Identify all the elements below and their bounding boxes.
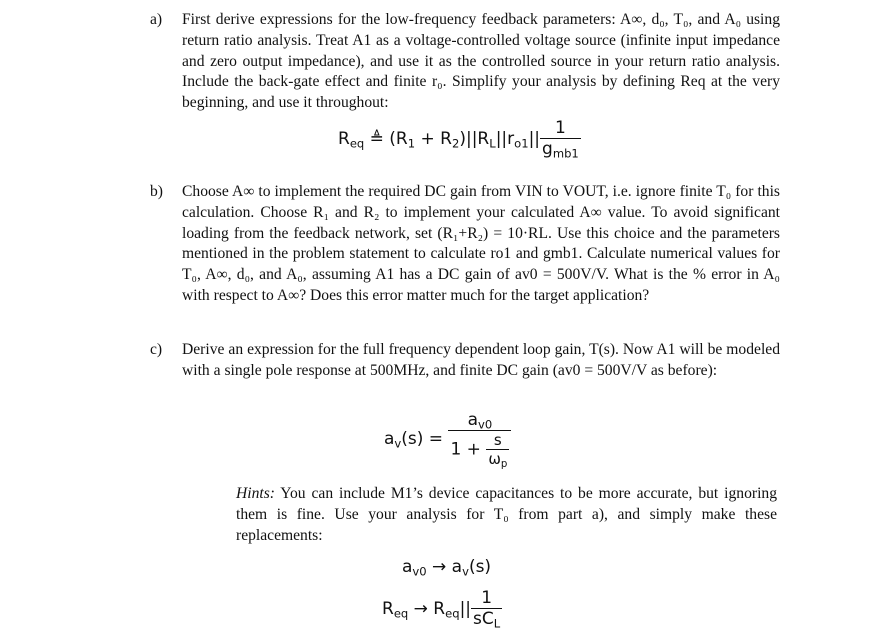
- part-b: [150, 182, 780, 330]
- part-c-text: Derive an expression for the full frequency dependent loop gain, T(s). Now A1 will be modeled with a single pole response at 500MHz, and finite DC gain (av0 = 500V/V as before):: [182, 341, 780, 379]
- eq-req-den-g: g: [542, 139, 553, 159]
- eq-req-plus: + R: [415, 128, 452, 149]
- eq-av-lhs: a: [384, 429, 395, 449]
- hints-label: Hints:: [236, 485, 275, 502]
- av-single-pole-equation: [384, 410, 511, 471]
- eq-req-num: 1: [554, 118, 566, 138]
- eq-req-r2-sub: 2: [451, 135, 460, 150]
- eq-req-mid: )||R: [459, 128, 490, 149]
- hints-paragraph: [236, 484, 777, 546]
- eq-req-ro-sub: o1: [514, 135, 529, 150]
- part-a-label: a): [150, 11, 163, 28]
- part-a: [150, 10, 780, 116]
- eq-req-par: ||r: [495, 128, 515, 149]
- eq-req-def: ≜ (R: [364, 128, 408, 149]
- eq-av-lhs-arg: (s) =: [401, 429, 444, 449]
- part-c-label: c): [150, 341, 163, 358]
- eq-req-lhs-sub: eq: [349, 135, 365, 150]
- av0-replacement-equation: $a_{v0} \to a_v(s)$: [402, 557, 492, 579]
- part-b-text: Choose A∞ to implement the required DC gain from VIN to VOUT, i.e. ignore finite T₀ for this calculation. Choose R₁ and R₂ to implement your calculated A∞ value. To avoid significant loading from the feedback network, set (R₁+R₂) = 10·RL. Use this choice and the parameters mentioned in the problem statement to calculate ro1 and gmb1. Calculate numerical values for T₀, A∞, d₀, and A₀, assuming A1 has a DC gain of av0 = 500V/V. What is the % error in A₀ with respect to A∞? Does this error matter much for the target application?: [182, 183, 780, 304]
- eq-repl2-fraction: $\frac{1}{sC_L}$: [473, 588, 501, 631]
- eq-av-den: 1 + $\frac{s}{\omega_p}$: [450, 431, 508, 471]
- eq-req-r1-sub: 1: [407, 135, 416, 150]
- eq-req-den: [540, 139, 581, 159]
- eq-req-den-sub: mb1: [552, 146, 579, 161]
- eq-av-fraction: [448, 410, 511, 471]
- eq-req-lhs: R: [338, 128, 350, 149]
- part-a-text: First derive expressions for the low-frequency feedback parameters: A∞, d₀, T₀, and A₀ using return ratio analysis. Treat A1 as a voltage-controlled voltage source (infinite input impedance and zero output impedance), and use it as the controlled source in your return ratio analysis. Include the back-gate effect and finite r₀. Simplify your analysis by defining Req at the very beginning, and use it throughout:: [182, 11, 780, 112]
- eq-req-rl-sub: L: [489, 135, 496, 150]
- req-replacement-equation: $R_{eq} \to R_{eq}||$ $\frac{1}{sC_L}$: [382, 588, 501, 631]
- eq-av-inner-fraction: $\frac{s}{\omega_p}$: [488, 431, 508, 471]
- hints-text: You can include M1’s device capacitances to be more accurate, but ignoring them is fine. Use your analysis for T₀ from part a), and simply make these replacements:: [236, 485, 777, 544]
- eq-av-num: $a_{v0}$: [467, 410, 493, 432]
- part-b-label: b): [150, 183, 163, 200]
- part-c: [150, 340, 780, 404]
- eq-req-par2: ||: [528, 128, 541, 149]
- eq-req-fraction: [540, 118, 581, 159]
- eq-av-lhs-sub: v: [394, 436, 402, 451]
- req-definition-equation: [338, 118, 581, 159]
